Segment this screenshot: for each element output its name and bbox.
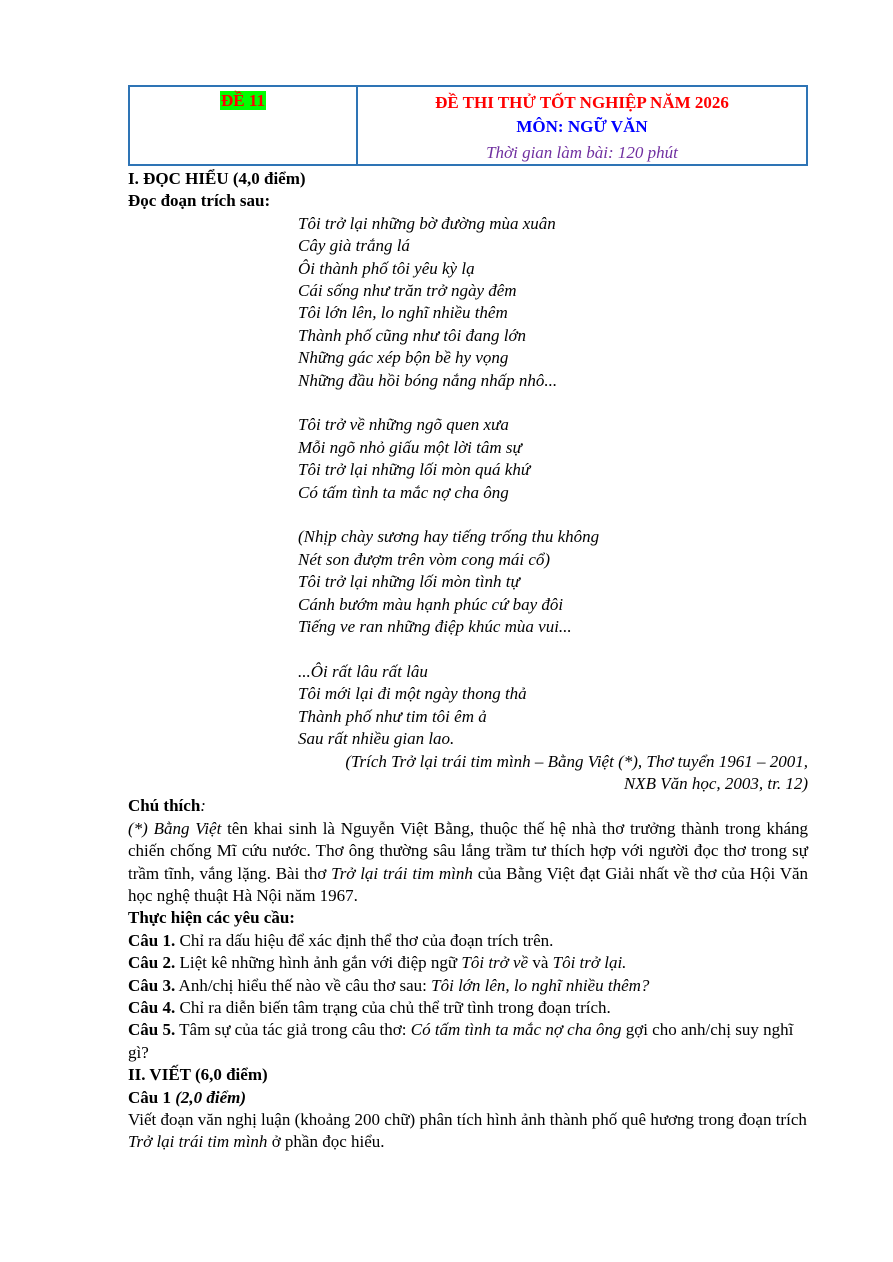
writing-question-1-points: (2,0 điểm): [175, 1087, 247, 1107]
question-5-label: Câu 5.: [128, 1020, 176, 1040]
note-heading: [128, 795, 808, 817]
poem-line: Tôi trở lại những lối mòn tình tự: [298, 572, 520, 592]
question-2: [128, 952, 808, 974]
writing-question-1-body: Viết đoạn văn nghị luận (khoảng 200 chữ) phân tích hình ảnh thành phố quê hương trong đoạn trích: [128, 1110, 807, 1130]
writing-question-1-text: [128, 1109, 808, 1154]
part2-heading: II. VIẾT (6,0 điểm): [128, 1065, 268, 1085]
poem-stanza-4: [298, 661, 808, 751]
poem-line: Những gác xép bộn bề hy vọng: [298, 348, 509, 368]
writing-question-1-end: ở phần đọc hiểu.: [267, 1132, 385, 1152]
part1-instruction: Đọc đoạn trích sau:: [128, 191, 271, 211]
poem-line: Thành phố như tim tôi êm ả: [298, 706, 487, 726]
note-poem-title: Trở lại trái tim mình: [331, 863, 473, 883]
exam-subject: MÔN: NGỮ VĂN: [516, 117, 648, 136]
question-2-and: và: [528, 953, 553, 973]
poem-line: Mỗi ngõ nhỏ giấu một lời tâm sự: [298, 437, 522, 457]
poem-line: Cái sống như trăn trở ngày đêm: [298, 281, 517, 301]
question-4-text: Chỉ ra diễn biến tâm trạng của chủ thể trữ tình trong đoạn trích.: [175, 997, 611, 1017]
question-1-label: Câu 1.: [128, 930, 176, 950]
poem-line: ...Ôi rất lâu rất lâu: [298, 661, 428, 681]
writing-question-1-title: Trở lại trái tim mình: [128, 1132, 268, 1152]
note-text-end: của Bằng Việt đạt Giải nhất về thơ của Hội Văn học nghệ thuật Hà Nội năm 1967.: [128, 863, 809, 905]
note-author: (*) Bằng Việt: [128, 818, 222, 838]
question-3: [128, 975, 808, 997]
exam-code: ĐỀ 11: [221, 91, 265, 110]
poem-line: Có tấm tình ta mắc nợ cha ông: [298, 482, 509, 502]
poem-source-publisher: NXB Văn học, 2003, tr. 12): [623, 773, 808, 793]
poem: [298, 213, 808, 751]
poem-line: (Nhịp chày sương hay tiếng trống thu không: [298, 527, 600, 547]
writing-question-1-heading: [128, 1087, 808, 1109]
poem-line: Tôi trở về những ngõ quen xưa: [298, 415, 509, 435]
poem-line: Sau rất nhiều gian lao.: [298, 729, 455, 749]
poem-line: Tôi lớn lên, lo nghĩ nhiều thêm: [298, 303, 508, 323]
exam-time: Thời gian làm bài: 120 phút: [486, 143, 678, 162]
question-1: [128, 930, 808, 952]
poem-stanza-3: [298, 526, 808, 638]
poem-line: Cây già trắng lá: [298, 236, 410, 256]
question-5-end: gợi cho anh/chị suy nghĩ gì?: [128, 1020, 794, 1062]
exam-title: ĐỀ THI THỬ TỐT NGHIỆP NĂM 2026: [435, 93, 729, 112]
poem-line: Thành phố cũng như tôi đang lớn: [298, 325, 527, 345]
poem-line: Cánh bướm màu hạnh phúc cứ bay đôi: [298, 594, 564, 614]
poem-stanza-2: [298, 414, 808, 504]
part1-heading: I. ĐỌC HIỂU (4,0 điểm): [128, 169, 306, 188]
poem-line: Nét son đượm trên vòm cong mái cổ): [298, 549, 551, 569]
poem-stanza-1: [298, 213, 808, 392]
header-table: [128, 85, 808, 166]
poem-line: Tôi mới lại đi một ngày thong thả: [298, 684, 527, 704]
question-4: [128, 997, 808, 1019]
question-5: [128, 1019, 808, 1064]
poem-line: Tôi trở lại những bờ đường mùa xuân: [298, 213, 556, 233]
question-3-text: Anh/chị hiểu thế nào về câu thơ sau:: [175, 975, 432, 995]
question-5-text: Tâm sự của tác giả trong câu thơ:: [175, 1020, 411, 1040]
question-2-text: Liệt kê những hình ảnh gắn với điệp ngữ: [175, 953, 462, 973]
tasks-heading: Thực hiện các yêu cầu:: [128, 908, 295, 928]
poem-source: (Trích Trở lại trái tim mình – Bằng Việt (*), Thơ tuyển 1961 – 2001,: [345, 751, 808, 771]
poem-line: Tôi trở lại những lối mòn quá khứ: [298, 460, 531, 480]
question-2-phrase-2: Tôi trở lại.: [552, 953, 627, 973]
exam-content: [128, 168, 808, 1154]
question-3-label: Câu 3.: [128, 975, 176, 995]
question-3-verse: Tôi lớn lên, lo nghĩ nhiều thêm?: [431, 975, 650, 995]
question-5-verse: Có tấm tình ta mắc nợ cha ông: [410, 1020, 622, 1040]
question-1-text: Chỉ ra dấu hiệu để xác định thể thơ của đoạn trích trên.: [175, 930, 554, 950]
question-2-phrase-1: Tôi trở về: [461, 953, 529, 973]
question-4-label: Câu 4.: [128, 997, 176, 1017]
writing-question-1-label: Câu 1: [128, 1087, 176, 1107]
note-heading-label: Chú thích: [128, 796, 201, 816]
poem-line: Những đầu hồi bóng nắng nhấp nhô...: [298, 370, 558, 390]
note-text: tên khai sinh là Nguyễn Việt Bằng, thuộc thế hệ nhà thơ trưởng thành trong kháng chiến chống Mĩ cứu nước. Thơ ông thường sâu lắng trầm tư thích hợp với người đọc thơ trong sự trầm tĩnh, vắng lặng. Bài thơ: [128, 818, 808, 883]
poem-line: Tiếng ve ran những điệp khúc mùa vui...: [298, 617, 572, 637]
question-2-label: Câu 2.: [128, 953, 176, 973]
exam-title-cell: [358, 87, 806, 164]
note-heading-colon: :: [200, 796, 206, 816]
poem-line: Ôi thành phố tôi yêu kỳ lạ: [298, 258, 475, 278]
exam-code-cell: [130, 87, 358, 164]
note-body: [128, 818, 808, 908]
